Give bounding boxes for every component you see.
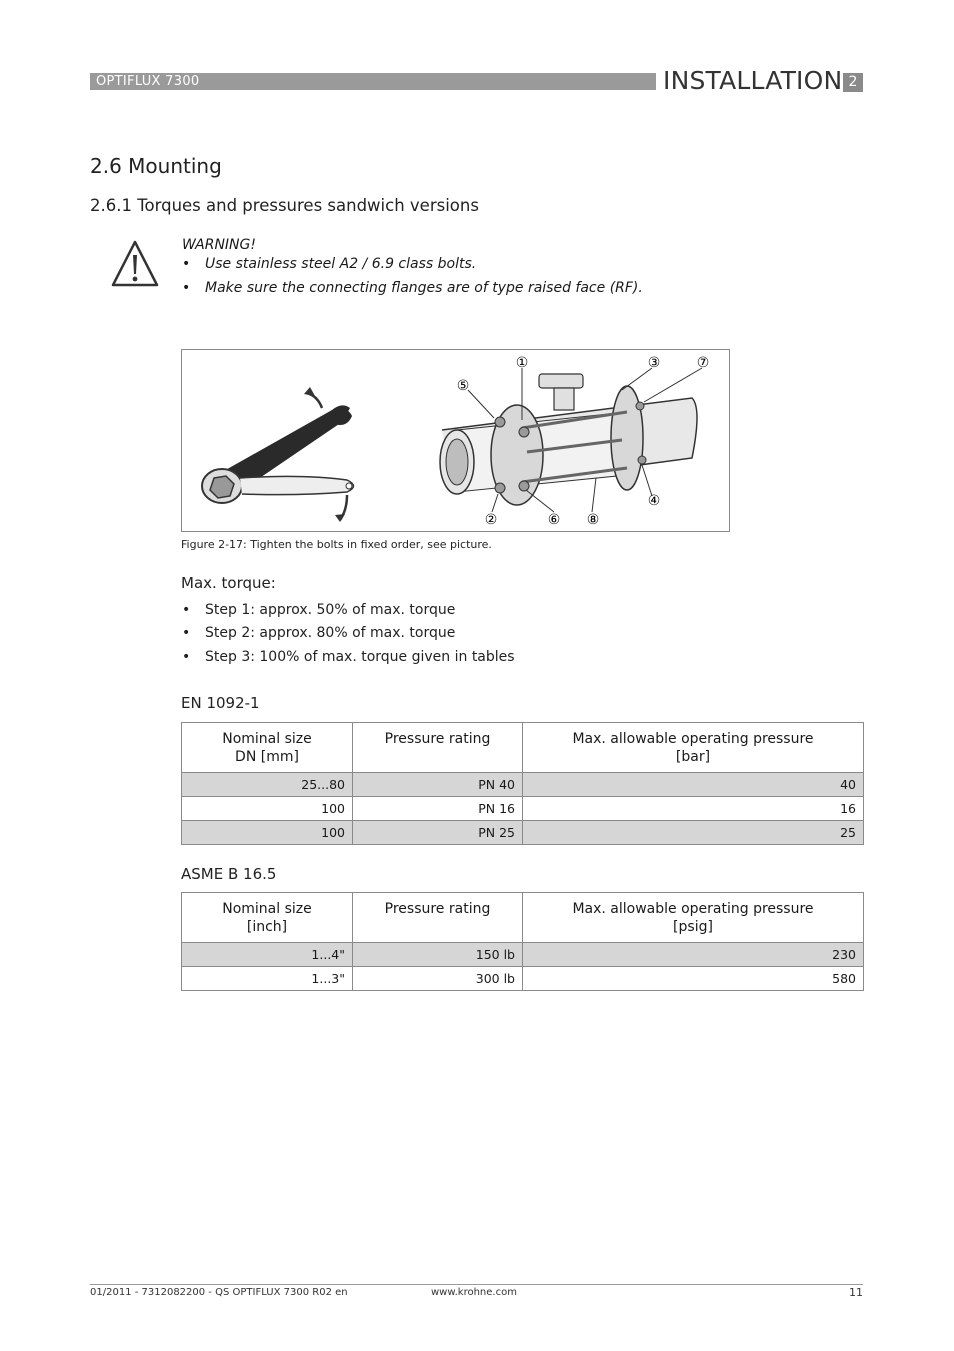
table-cell: PN 16 xyxy=(353,797,523,821)
table-row xyxy=(182,967,864,991)
table-cell: PN 40 xyxy=(353,773,523,797)
section-heading: 2.6 Mounting xyxy=(90,154,222,178)
table-cell: 25 xyxy=(523,821,864,845)
wrench-illustration xyxy=(202,387,354,522)
header-chapter-number: 2 xyxy=(843,73,863,92)
table-cell: 580 xyxy=(523,967,864,991)
table-header-row xyxy=(182,893,864,943)
flowmeter-illustration xyxy=(440,368,702,512)
column-header-line: Max. allowable operating pressure xyxy=(572,901,814,917)
footer-rule xyxy=(90,1284,863,1285)
page-number: 11 xyxy=(849,1286,863,1299)
column-header: Pressure rating xyxy=(353,893,523,943)
callout-1: ① xyxy=(515,355,529,371)
torque-step: • Step 1: approx. 50% of max. torque xyxy=(182,602,456,618)
table-cell: 100 xyxy=(182,797,353,821)
table-cell: 16 xyxy=(523,797,864,821)
column-header xyxy=(523,723,864,773)
torque-step: • Step 2: approx. 80% of max. torque xyxy=(182,625,456,641)
torque-heading: Max. torque: xyxy=(181,574,276,592)
table-cell: 25...80 xyxy=(182,773,353,797)
column-header xyxy=(182,893,353,943)
en-pressure-table xyxy=(181,722,864,845)
column-header xyxy=(523,893,864,943)
table-row xyxy=(182,943,864,967)
table-row xyxy=(182,797,864,821)
torque-step-text: Step 3: 100% of max. torque given in tables xyxy=(205,649,515,665)
table-cell: 300 lb xyxy=(353,967,523,991)
column-header-line: Max. allowable operating pressure xyxy=(572,731,814,747)
table-row xyxy=(182,821,864,845)
table-header-row xyxy=(182,723,864,773)
header-chapter-title: INSTALLATION xyxy=(663,66,843,95)
table-row xyxy=(182,773,864,797)
callout-7: ⑦ xyxy=(696,355,710,371)
warning-item: • Use stainless steel A2 / 6.9 class bolts. xyxy=(182,256,477,272)
callout-5: ⑤ xyxy=(456,378,470,394)
column-header xyxy=(182,723,353,773)
table-cell: 150 lb xyxy=(353,943,523,967)
table-cell: 100 xyxy=(182,821,353,845)
flange-illustration xyxy=(182,350,729,531)
warning-item-text: Make sure the connecting flanges are of type raised face (RF). xyxy=(205,280,643,296)
footer-document-id: 01/2011 - 7312082200 - QS OPTIFLUX 7300 R02 en xyxy=(90,1287,348,1298)
footer-website-link[interactable]: www.krohne.com xyxy=(431,1287,517,1298)
en-table-heading: EN 1092-1 xyxy=(181,694,260,712)
torque-step-text: Step 2: approx. 80% of max. torque xyxy=(205,625,456,641)
torque-step: • Step 3: 100% of max. torque given in tables xyxy=(182,649,515,665)
table-cell: 1...4" xyxy=(182,943,353,967)
warning-triangle-icon xyxy=(110,239,160,288)
warning-item: • Make sure the connecting flanges are of type raised face (RF). xyxy=(182,280,643,296)
column-header-line: Nominal size xyxy=(222,731,312,747)
warning-item-text: Use stainless steel A2 / 6.9 class bolts. xyxy=(205,256,477,272)
bolt-tightening-figure xyxy=(181,349,730,532)
table-cell: 1...3" xyxy=(182,967,353,991)
table-cell: PN 25 xyxy=(353,821,523,845)
column-header-line: [inch] xyxy=(246,919,288,935)
asme-table-heading: ASME B 16.5 xyxy=(181,865,277,883)
warning-title: WARNING! xyxy=(182,237,256,253)
figure-caption: Figure 2-17: Tighten the bolts in fixed order, see picture. xyxy=(181,538,492,551)
header-product-name: OPTIFLUX 7300 xyxy=(96,74,200,89)
column-header-line: DN [mm] xyxy=(235,749,299,765)
callout-8: ⑧ xyxy=(586,512,600,528)
callout-6: ⑥ xyxy=(547,512,561,528)
column-header-line: Nominal size xyxy=(222,901,312,917)
table-cell: 40 xyxy=(523,773,864,797)
column-header: Pressure rating xyxy=(353,723,523,773)
callout-4: ④ xyxy=(647,493,661,509)
table-cell: 230 xyxy=(523,943,864,967)
callout-2: ② xyxy=(484,512,498,528)
column-header-line: [bar] xyxy=(675,749,711,765)
column-header-line: [psig] xyxy=(673,919,713,935)
callout-3: ③ xyxy=(647,355,661,371)
asme-pressure-table xyxy=(181,892,864,991)
torque-step-text: Step 1: approx. 50% of max. torque xyxy=(205,602,456,618)
subsection-heading: 2.6.1 Torques and pressures sandwich versions xyxy=(90,196,479,215)
